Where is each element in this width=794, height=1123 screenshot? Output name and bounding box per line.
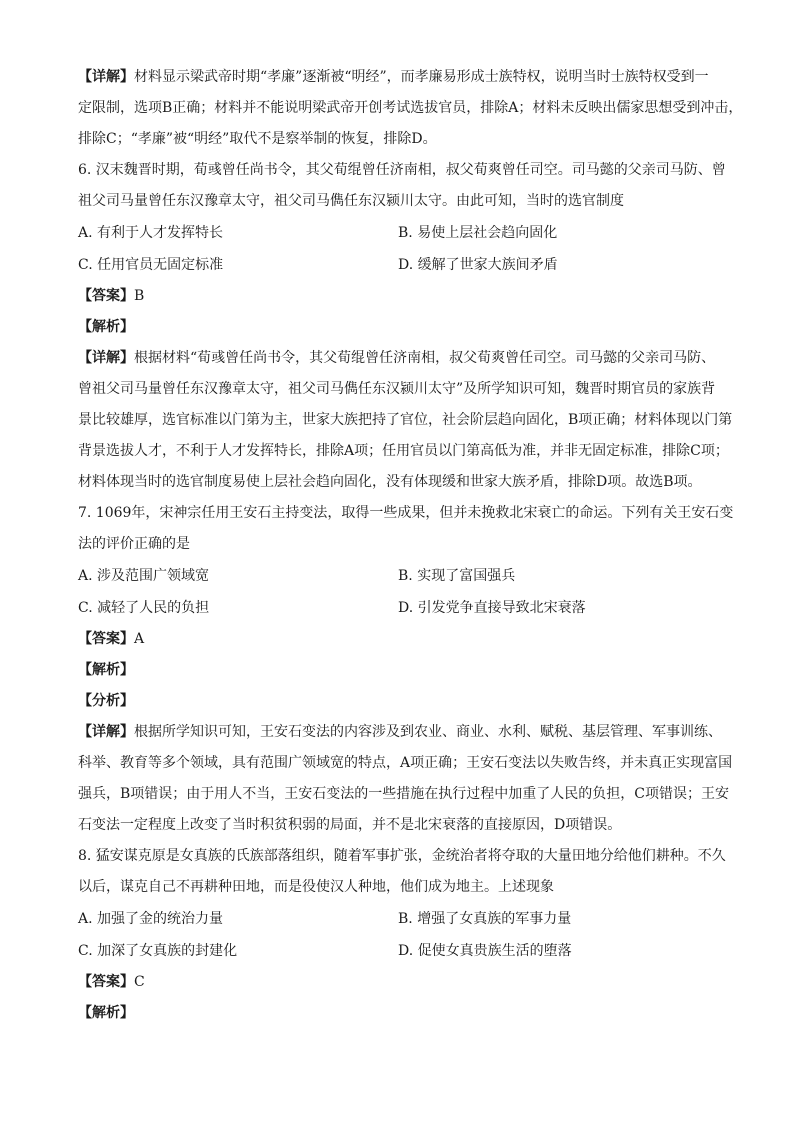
q8-options-row-2 [78, 935, 718, 967]
q7-option-d: D. 引发党争直接导致北宋衰落 [398, 600, 586, 616]
q8-answer: 【答案】C [78, 974, 145, 990]
q7-option-a: A. 涉及范围广领域宽 [78, 568, 210, 584]
q8-stem: 8. 猛安谋克原是女真族的氏族部落组织，随着军事扩张，金统治者将夺取的大量田地分给他们耕种。不久 [78, 848, 726, 864]
q7-detail-line-3: 强兵，B项错误；由于用人不当，王安石变法的一些措施在执行过程中加重了人民的负担，C项错误；王安 [78, 786, 729, 802]
q6-answer: 【答案】B [78, 288, 145, 304]
q6-analysis-label: 【解析】 [78, 319, 134, 335]
q5-detail-line-1: 【详解】材料显示梁武帝时期“孝廉”逐渐被“明经”，而孝廉易形成士族特权，说明当时士族特权受到一 [78, 69, 709, 85]
q7-stem: 7. 1069年，宋神宗任用王安石主持变法，取得一些成果，但并未挽救北宋衰亡的命运。下列有关王安石变 [78, 505, 734, 521]
q7-stem-cont: 法的评价正确的是 [78, 536, 190, 552]
document-page [78, 62, 743, 1029]
q7-option-b: B. 实现了富国强兵 [398, 568, 516, 584]
q7-detail-line-1: 【详解】根据所学知识可知，王安石变法的内容涉及到农业、商业、水利、赋税、基层管理、军事训练、 [78, 724, 722, 740]
q6-option-a: A. 有利于人才发挥特长 [78, 225, 224, 241]
q6-stem: 6. 汉末魏晋时期，荀彧曾任尚书令，其父荀绲曾任济南相，叔父荀爽曾任司空。司马懿的父亲司马防、曾 [78, 162, 726, 178]
q8-stem-cont: 以后，谋克自己不再耕种田地，而是役使汉人种地，他们成为地主。上述现象 [78, 879, 554, 895]
q8-analysis-label: 【解析】 [78, 1005, 134, 1021]
q6-stem-cont: 祖父司马量曾任东汉豫章太守，祖父司马儁任东汉颍川太守。由此可知，当时的选官制度 [78, 193, 624, 209]
q5-detail-line-3: 排除C；“孝廉”被“明经”取代不是察举制的恢复，排除D。 [78, 131, 437, 147]
q8-option-d: D. 促使女真贵族生活的堕落 [398, 943, 572, 959]
q8-option-a: A. 加强了金的统治力量 [78, 911, 224, 927]
q6-detail-line-4: 背景选拔人才，不利于人才发挥特长，排除A项；任用官员以门第高低为准，并非无固定标准，排除C项； [78, 443, 729, 459]
q6-options-row-1 [78, 217, 718, 249]
q7-detail-line-2: 科举、教育等多个领域，具有范围广领域宽的特点，A项正确；王安石变法以失败告终，并未真正实现富国 [78, 755, 733, 771]
q6-detail-line-1: 【详解】根据材料“荀彧曾任尚书令，其父荀绲曾任济南相，叔父荀爽曾任司空。司马懿的父亲司马防、 [78, 350, 716, 366]
q6-options-row-2 [78, 249, 718, 281]
q7-options-row-2 [78, 592, 718, 624]
q5-detail-line-2: 定限制，选项B正确；材料并不能说明梁武帝开创考试选拔官员，排除A；材料未反映出儒家思想受到冲击， [78, 100, 743, 116]
q7-analysis-label: 【解析】 [78, 662, 134, 678]
q7-answer: 【答案】A [78, 631, 145, 647]
q6-option-d: D. 缓解了世家大族间矛盾 [398, 257, 558, 273]
q6-detail-line-2: 曾祖父司马量曾任东汉豫章太守，祖父司马儁任东汉颍川太守”及所学知识可知，魏晋时期官员的家族背 [78, 381, 716, 397]
q6-detail-line-3: 景比较雄厚，选官标准以门第为主，世家大族把持了官位，社会阶层趋向固化，B项正确；材料体现以门第 [78, 412, 733, 428]
q7-fenxi-label: 【分析】 [78, 693, 134, 709]
q6-option-c: C. 任用官员无固定标准 [78, 257, 224, 273]
q8-options-row-1 [78, 903, 718, 935]
q7-option-c: C. 减轻了人民的负担 [78, 600, 210, 616]
q6-detail-line-5: 材料体现当时的选官制度易使上层社会趋向固化，没有体现缓和世家大族矛盾，排除D项。故选B项。 [78, 474, 702, 490]
q8-option-b: B. 增强了女真族的军事力量 [398, 911, 572, 927]
q6-option-b: B. 易使上层社会趋向固化 [398, 225, 558, 241]
q7-detail-line-4: 石变法一定程度上改变了当时积贫积弱的局面，并不是北宋衰落的直接原因，D项错误。 [78, 817, 622, 833]
q8-option-c: C. 加深了女真族的封建化 [78, 943, 238, 959]
q5-detail-label: 【详解】 [78, 69, 134, 85]
q7-options-row-1 [78, 560, 718, 592]
